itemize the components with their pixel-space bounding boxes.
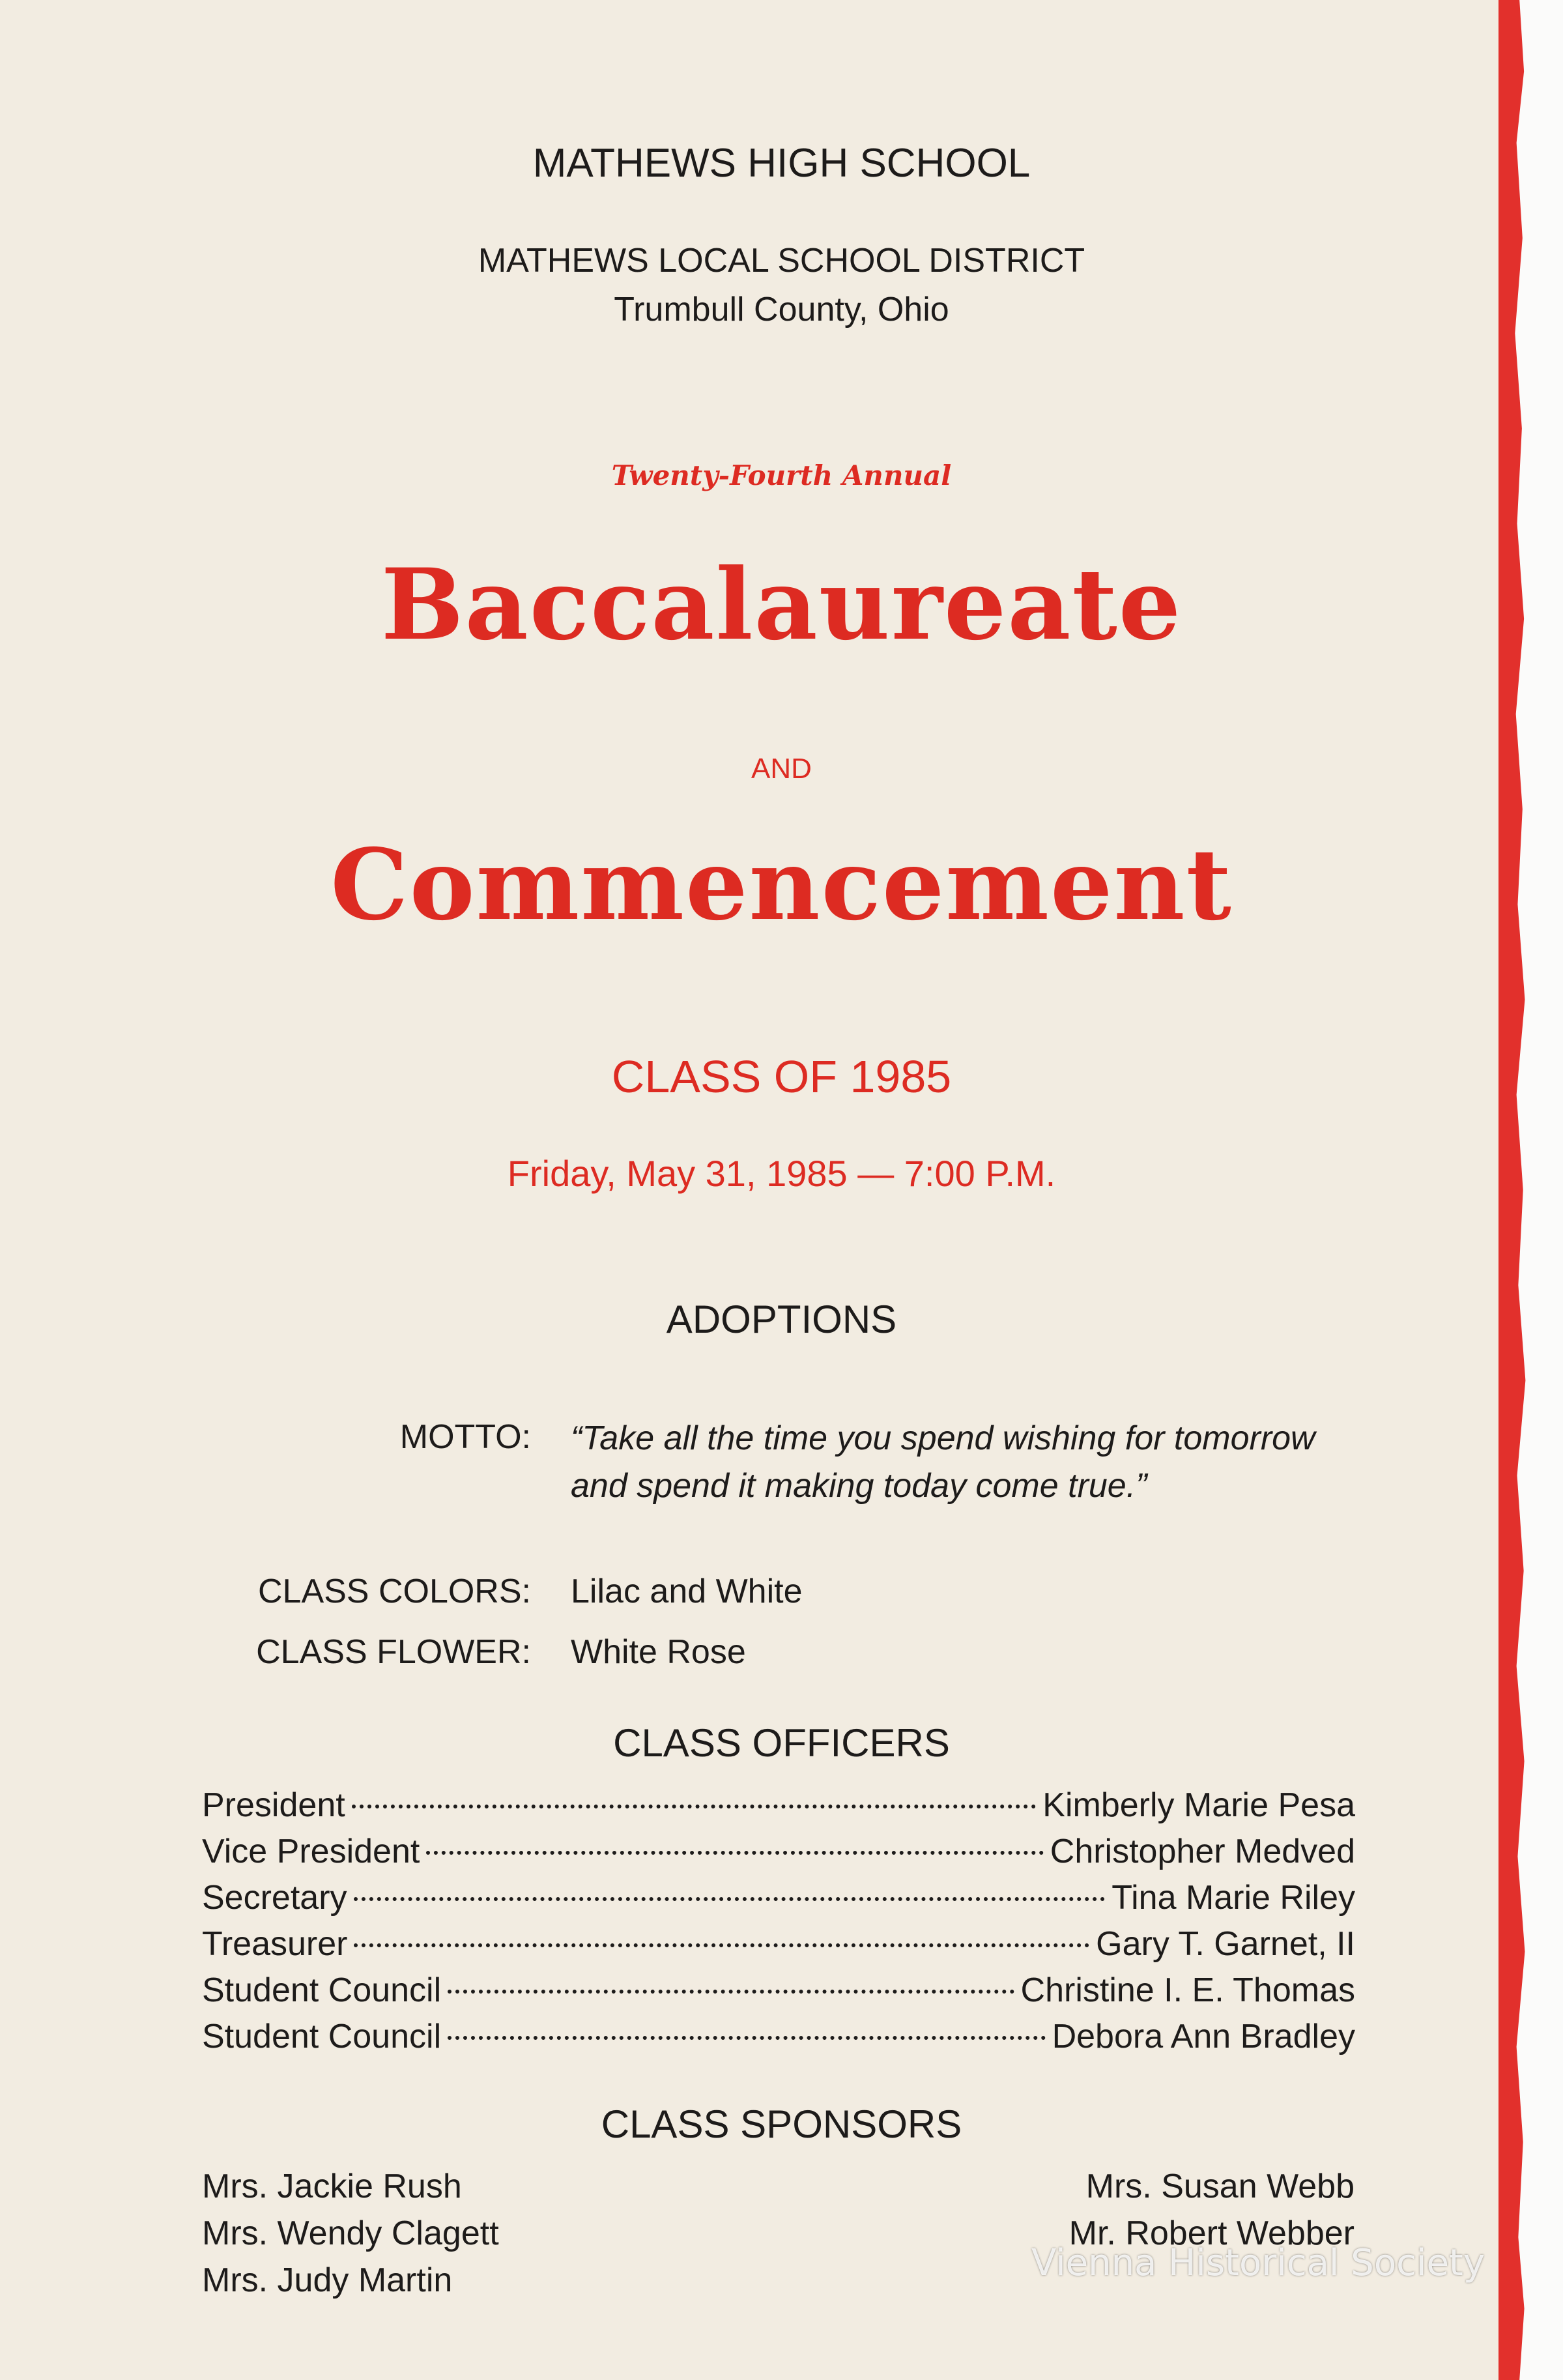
event-date: Friday, May 31, 1985 — 7:00 P.M. xyxy=(507,1153,1056,1194)
class-colors-row xyxy=(0,1572,1563,1618)
officer-row xyxy=(202,1832,1355,1879)
officer-name: Christine I. E. Thomas xyxy=(1020,1971,1355,2009)
sponsor-name: Mrs. Jackie Rush xyxy=(202,2168,462,2205)
class-sponsors-heading: CLASS SPONSORS xyxy=(601,2102,962,2146)
annual-subtitle: Twenty-Fourth Annual xyxy=(611,459,952,491)
class-flower-label: CLASS FLOWER: xyxy=(256,1633,531,1671)
class-colors-label: CLASS COLORS: xyxy=(257,1573,531,1610)
sponsor-name: Mr. Robert Webber xyxy=(1068,2214,1355,2252)
commencement-title: Commencement xyxy=(330,828,1233,942)
officer-name: Christopher Medved xyxy=(1050,1833,1355,1870)
dot-leader xyxy=(354,1943,1089,1947)
watermark: Vienna Historical Society xyxy=(1031,2242,1485,2284)
county-name: Trumbull County, Ohio xyxy=(614,291,949,328)
officer-name: Tina Marie Riley xyxy=(1111,1879,1355,1917)
officer-role: Student Council xyxy=(202,1971,442,2009)
school-name: MATHEWS HIGH SCHOOL xyxy=(532,141,1031,186)
baccalaureate-title: Baccalaureate xyxy=(380,547,1183,662)
sponsor-name: Mrs. Wendy Clagett xyxy=(202,2214,499,2252)
officer-row xyxy=(202,1971,1355,2018)
dot-leader xyxy=(448,1990,1014,1994)
officer-role: President xyxy=(202,1786,345,1824)
officer-row xyxy=(202,1786,1355,1833)
class-flower-value: White Rose xyxy=(571,1633,746,1671)
officer-row xyxy=(202,1924,1355,1971)
dot-leader xyxy=(352,1805,1037,1808)
officer-name: Kimberly Marie Pesa xyxy=(1042,1786,1355,1824)
officer-role: Student Council xyxy=(202,2018,442,2055)
class-of-label: CLASS OF 1985 xyxy=(611,1051,952,1102)
district-name: MATHEWS LOCAL SCHOOL DISTRICT xyxy=(478,242,1085,280)
sponsor-name: Mrs. Susan Webb xyxy=(1085,2168,1355,2205)
dot-leader xyxy=(448,2036,1045,2040)
officer-row xyxy=(202,2017,1355,2064)
class-officers-heading: CLASS OFFICERS xyxy=(613,1721,950,1765)
adoptions-heading: ADOPTIONS xyxy=(666,1298,897,1341)
officer-role: Treasurer xyxy=(202,1925,348,1963)
and-label: AND xyxy=(751,753,812,785)
officer-role: Vice President xyxy=(202,1833,420,1870)
class-flower-row xyxy=(0,1633,1563,1678)
motto-label: MOTTO: xyxy=(399,1418,531,1456)
motto-row xyxy=(0,1417,1563,1574)
motto-text: “Take all the time you spend wishing for tomorrow and spend it making today come true.” xyxy=(571,1419,1315,1505)
officer-name: Debora Ann Bradley xyxy=(1052,2018,1355,2055)
dot-leader xyxy=(354,1897,1106,1901)
dot-leader xyxy=(426,1851,1043,1855)
class-colors-value: Lilac and White xyxy=(571,1573,803,1610)
officer-name: Gary T. Garnet, II xyxy=(1096,1925,1355,1963)
sponsor-name: Mrs. Judy Martin xyxy=(202,2261,453,2299)
officer-role: Secretary xyxy=(202,1879,347,1917)
officer-row xyxy=(202,1878,1355,1925)
